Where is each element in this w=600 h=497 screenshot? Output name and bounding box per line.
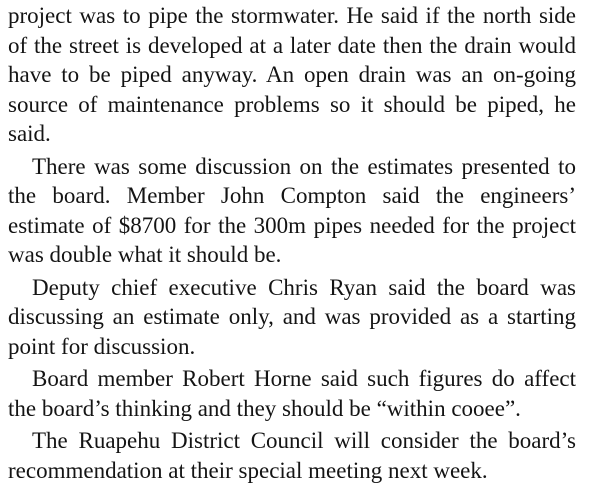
article-paragraph: There was some discussion on the estimates presented to the board. Member John Compton said the engineers’ estimate of $8700 for the 300m pipes needed for the project was double what it should be. bbox=[8, 153, 576, 267]
article-paragraph: Board member Robert Horne said such figures do affect the board’s thinking and they should be “within cooee”. bbox=[8, 366, 576, 421]
article-text-column bbox=[8, 1, 576, 485]
article-paragraph: Deputy chief executive Chris Ryan said the board was discussing an estimate only, and was provided as a starting point for discussion. bbox=[8, 274, 576, 359]
article-paragraph: The Ruapehu District Council will consider the board’s recommendation at their special meeting next week. bbox=[8, 428, 576, 483]
article-paragraph: project was to pipe the stormwater. He said if the north side of the street is developed at a later date then the drain would have to be piped anyway. An open drain was an on-going source of maintenance problems so it should be piped, he said. bbox=[8, 3, 576, 146]
